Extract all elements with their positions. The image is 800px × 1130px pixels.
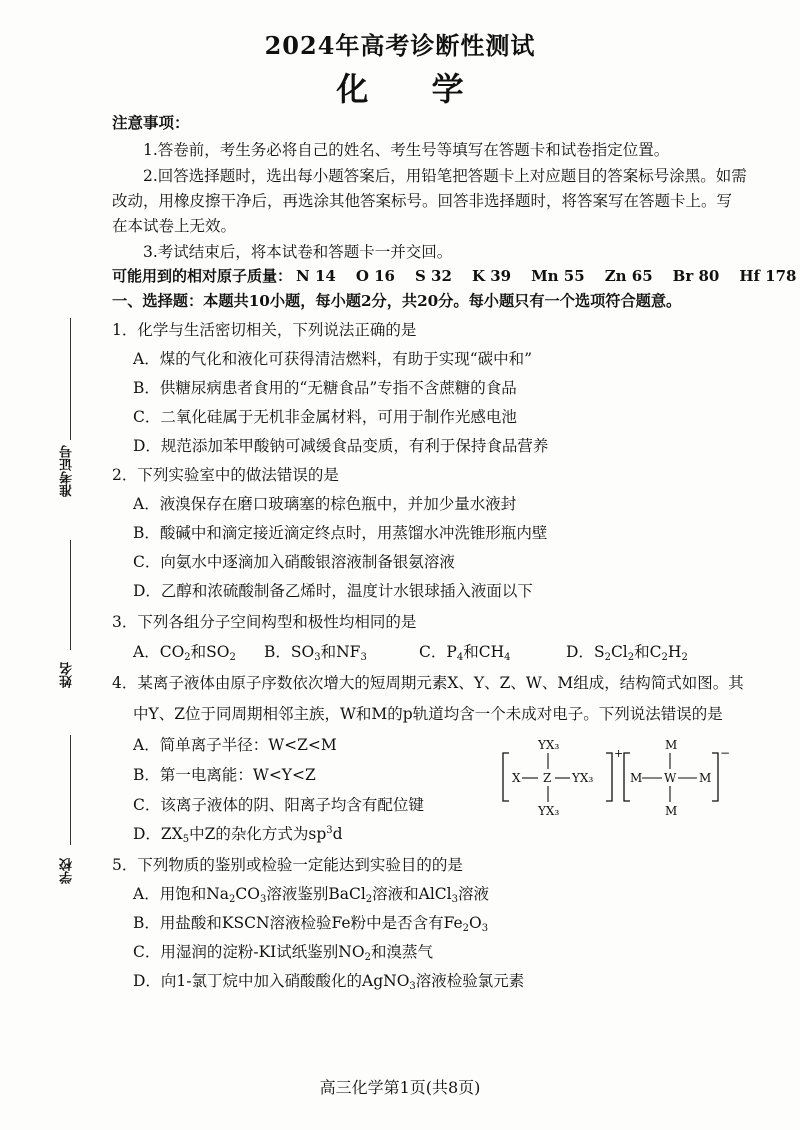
note-1: 1.答卷前，考生务必将自己的姓名、考生号等填写在答题卡和试卷指定位置。: [143, 141, 670, 159]
cation-bottom-group: YX₃: [538, 804, 560, 818]
atomic-mass-item: Zn 65: [604, 267, 653, 285]
q4-option-d: D．$ZX_5$中Z的杂化方式为$sp^3d$: [133, 824, 343, 845]
sidebar-rule-school: [70, 735, 71, 845]
sidebar-label-exam-no: 准考证号: [60, 445, 75, 497]
q3-option-a: A．$CO_2$和$SO_2$: [133, 643, 236, 663]
atomic-mass-item: N 14: [296, 267, 336, 285]
q4-option-c: C．该离子液体的阴、阳离子均含有配位键: [133, 796, 424, 814]
atomic-mass-item: Mn 55: [531, 267, 585, 285]
cation-right-group: YX₃: [572, 771, 594, 785]
q2-option-d: D．乙醇和浓硫酸制备乙烯时，温度计水银球插入液面以下: [133, 582, 533, 600]
sidebar-label-school: 学校: [60, 858, 75, 884]
q4-stem-line1: 4．某离子液体由原子序数依次增大的短周期元素X、Y、Z、W、M组成，结构简式如图。其: [112, 674, 744, 692]
anion-center-atom: W: [664, 771, 677, 785]
ionic-liquid-structure: [500, 735, 730, 825]
q1-option-a: A．煤的气化和液化可获得清洁燃料，有助于实现“碳中和”: [133, 350, 533, 368]
anion-bottom-atom: M: [665, 804, 678, 818]
atomic-masses: [112, 265, 797, 286]
q4-option-a: A．简单离子半径：W<Z<M: [133, 736, 337, 754]
atomic-mass-item: O 16: [355, 267, 395, 285]
q1-option-c: C．二氧化硅属于无机非金属材料，可用于制作光感电池: [133, 408, 517, 426]
anion-right-atom: M: [699, 771, 712, 785]
q5-option-a: A．用饱和$Na_2CO_3$溶液鉴别BaCl$_2$溶液和AlCl$_3$溶液: [133, 885, 490, 905]
cation-charge: +: [614, 747, 624, 760]
q3-option-d: D．$S_2Cl_2$和$C_2H_2$: [566, 643, 688, 663]
notes-heading: 注意事项：: [112, 113, 190, 132]
note-2-line3: 在本试卷上无效。: [112, 217, 237, 235]
atomic-mass-item: K 39: [471, 267, 512, 285]
atomic-masses-label: 可能用到的相对原子质量：: [112, 267, 293, 285]
q2-stem: 2．下列实验室中的做法错误的是: [112, 466, 339, 484]
q3-option-b: B．$SO_3$和$NF_3$: [264, 643, 367, 663]
q2-option-b: B．酸碱中和滴定接近滴定终点时，用蒸馏水冲洗锥形瓶内壁: [133, 524, 548, 542]
subject-title: 化 学: [336, 70, 490, 108]
cation-right-bracket: [606, 753, 612, 801]
note-2-line2: 改动，用橡皮擦干净后，再选涂其他答案标号。回答非选择题时，将答案写在答题卡上。写: [112, 192, 733, 210]
anion-left-atom: M: [630, 771, 643, 785]
anion-charge: −: [720, 746, 730, 760]
atomic-mass-item: Br 80: [672, 267, 720, 285]
q5-stem: 5．下列物质的鉴别或检验一定能达到实验目的的是: [112, 856, 463, 874]
q4-stem-line2: 中Y、Z位于同周期相邻主族，W和M的p轨道均含一个未成对电子。下列说法错误的是: [133, 705, 723, 723]
q1-option-b: B．供糖尿病患者食用的“无糖食品”专指不含蔗糖的食品: [133, 379, 517, 397]
atomic-mass-item: Hf 178: [739, 267, 797, 285]
q4-option-b: B．第一电离能：W<Y<Z: [133, 766, 316, 784]
q5-option-d: D．向1-氯丁烷中加入硝酸酸化的AgNO$_3$溶液检验氯元素: [133, 972, 525, 992]
page-footer: 高三化学第1页(共8页): [319, 1078, 481, 1097]
q3-stem: 3．下列各组分子空间构型和极性均相同的是: [112, 613, 417, 631]
q1-stem: 1．化学与生活密切相关，下列说法正确的是: [112, 321, 417, 339]
cation-center-atom: Z: [543, 771, 552, 785]
q3-option-c: C．$P_4$和$CH_4$: [419, 643, 511, 663]
q2-option-c: C．向氨水中逐滴加入硝酸银溶液制备银氨溶液: [133, 553, 455, 571]
q1-option-d: D．规范添加苯甲酸钠可减缓食品变质，有利于保持食品营养: [133, 437, 549, 455]
section-heading: 一、选择题：本题共10小题，每小题2分，共20分。每小题只有一个选项符合题意。: [112, 292, 682, 310]
cation-top-group: YX₃: [538, 738, 560, 752]
cation-left-bracket: [503, 753, 509, 801]
exam-title: 2024年高考诊断性测试: [264, 31, 536, 60]
anion-top-atom: M: [665, 738, 678, 752]
q5-option-c: C．用湿润的淀粉-KI试纸鉴别$NO_2$和溴蒸气: [133, 943, 433, 963]
note-2-line1: 2.回答选择题时，选出每小题答案后，用铅笔把答题卡上对应题目的答案标号涂黑。如需: [143, 167, 747, 185]
q5-option-b: B．用盐酸和KSCN溶液检验Fe粉中是否含有$Fe_2O_3$: [133, 914, 489, 934]
sidebar-rule-exam-no: [70, 318, 71, 440]
sidebar-rule-name: [70, 540, 71, 650]
q2-option-a: A．液溴保存在磨口玻璃塞的棕色瓶中，并加少量水液封: [133, 495, 517, 513]
cation-left-atom: X: [512, 771, 521, 785]
note-3: 3.考试结束后，将本试卷和答题卡一并交回。: [143, 243, 453, 261]
atomic-mass-item: S 32: [415, 267, 452, 285]
anion-right-bracket: [712, 753, 718, 801]
sidebar-label-name: 姓名: [60, 662, 75, 688]
